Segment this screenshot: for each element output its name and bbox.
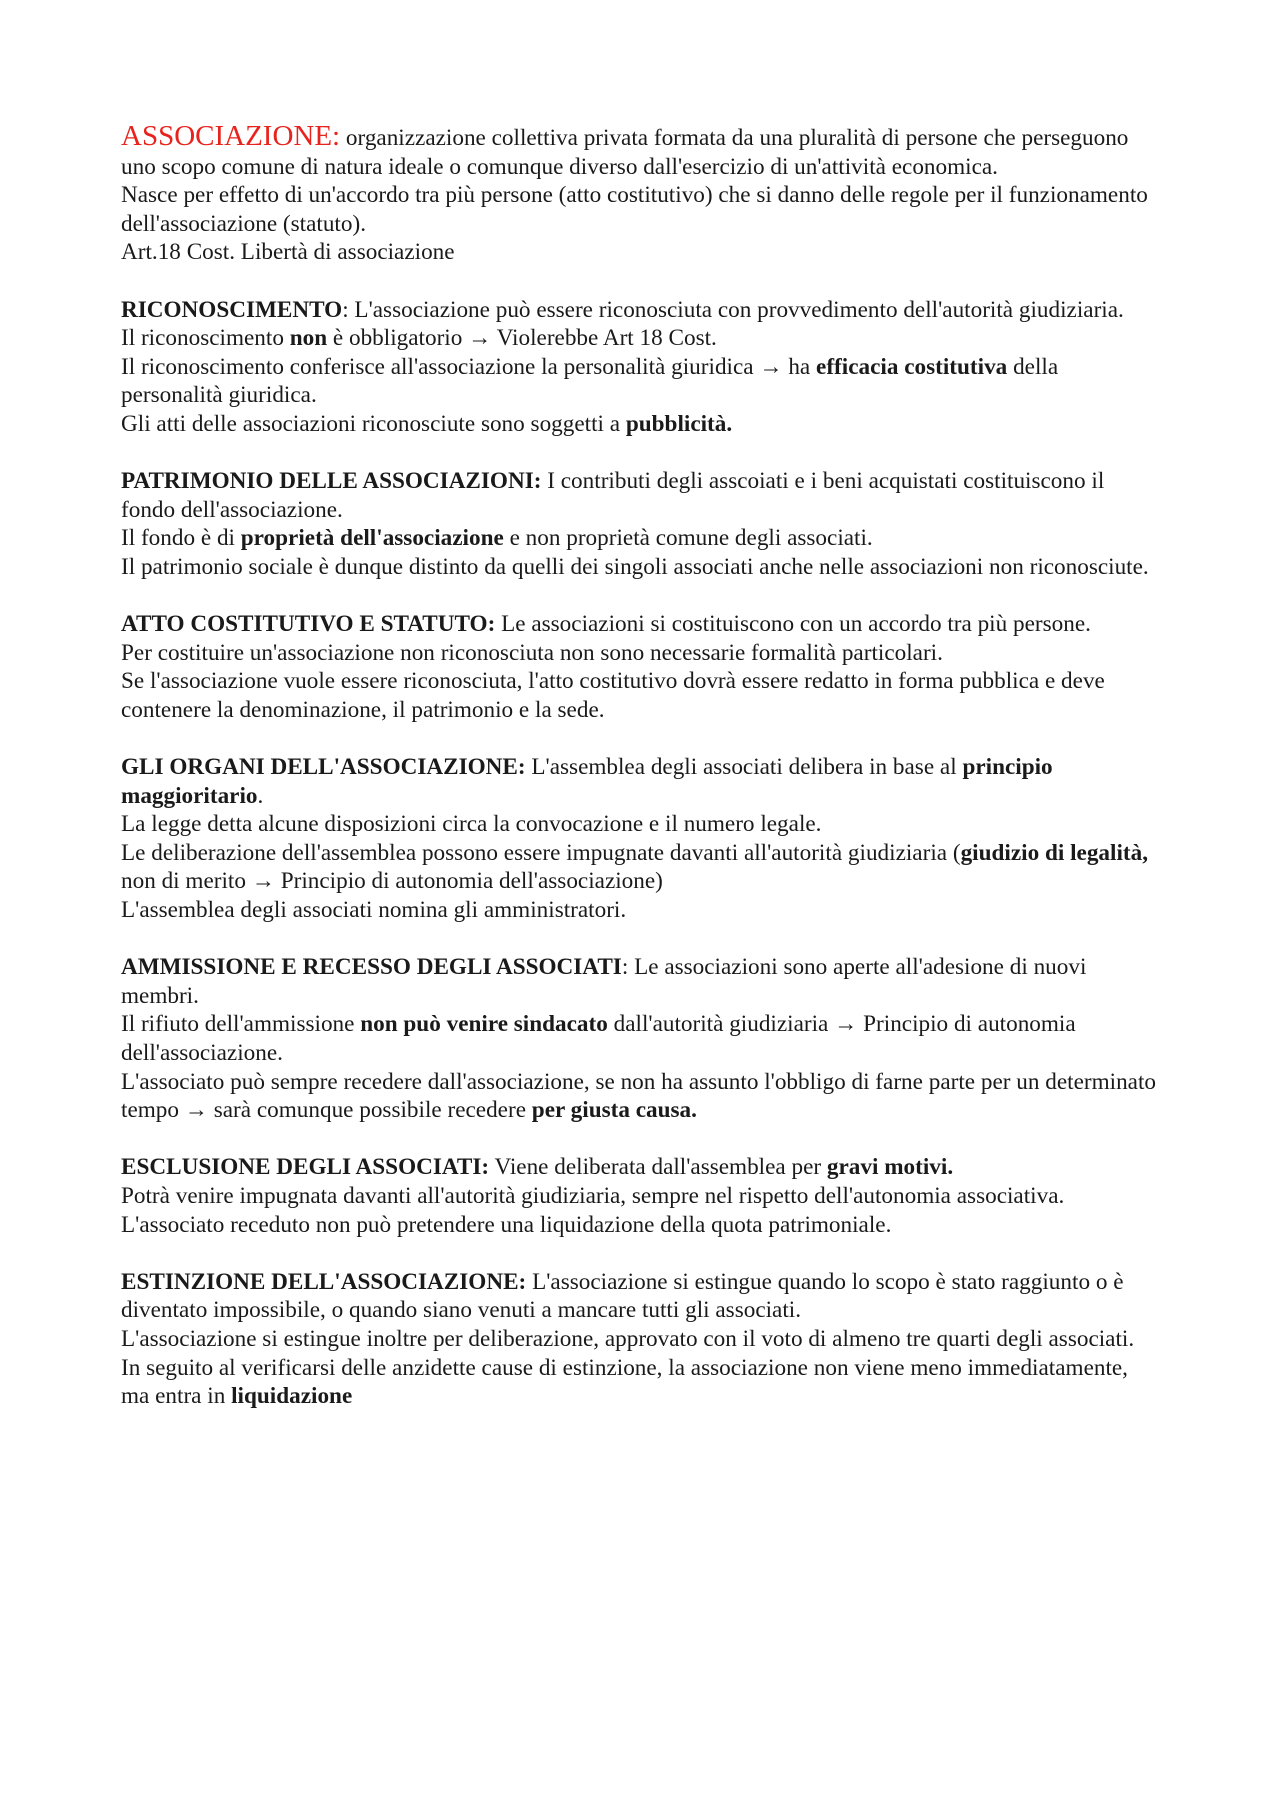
emphasis: liquidazione: [231, 1383, 353, 1410]
section-heading: PATRIMONIO DELLE ASSOCIAZIONI:: [121, 468, 542, 495]
paragraph: [121, 410, 1161, 439]
emphasis: pubblicità.: [625, 410, 733, 437]
section-ammissione-recesso: [121, 953, 1161, 1125]
section-associazione: [121, 122, 1161, 267]
paragraph: [121, 122, 1161, 181]
section-organi: [121, 753, 1161, 925]
paragraph: L'associazione si estingue inoltre per deliberazione, approvato con il voto di almeno tre quarti degli associati.: [121, 1325, 1135, 1352]
emphasis: gravi motivi.: [826, 1154, 954, 1181]
section-patrimonio: [121, 467, 1161, 581]
paragraph: L'associato receduto non può pretendere una liquidazione della quota patrimoniale.: [121, 1211, 892, 1238]
paragraph: La legge detta alcune disposizioni circa la convocazione e il numero legale.: [121, 811, 822, 838]
text: Il fondo è di: [121, 525, 241, 552]
paragraph: [121, 324, 1161, 353]
paragraph: [121, 953, 1161, 1010]
text: organizzazione collettiva privata formata da una pluralità di persone che perseguono uno scopo comune di natura ideale o comunque diverso dall'esercizio di un'attività economica.: [121, 125, 1129, 180]
paragraph: [121, 1153, 1161, 1182]
paragraph: Nasce per effetto di un'accordo tra più persone (atto costitutivo) che si danno delle regole per il funzionamento dell'associazione (statuto).: [121, 182, 1148, 237]
text: Il riconoscimento conferisce all'associazione la personalità giuridica → ha: [121, 353, 817, 380]
paragraph: [121, 524, 1161, 553]
text: non di merito → Principio di autonomia dell'associazione): [121, 868, 663, 895]
paragraph: [121, 1010, 1161, 1067]
section-heading: ESTINZIONE DELL'ASSOCIAZIONE:: [121, 1268, 527, 1295]
section-atto-costitutivo: [121, 610, 1161, 724]
section-heading: AMMISSIONE E RECESSO DEGLI ASSOCIATI: [121, 954, 622, 981]
paragraph: [121, 839, 1161, 896]
text: In seguito al verificarsi delle anzidette cause di estinzione, la associazione non viene meno immediatamente, ma entra in: [121, 1354, 1128, 1410]
paragraph: Il patrimonio sociale è dunque distinto da quelli dei singoli associati anche nelle associazioni non riconosciute.: [121, 553, 1149, 580]
paragraph: Se l'associazione vuole essere riconosciuta, l'atto costitutivo dovrà essere redatto in forma pubblica e deve contenere la denominazione, il patrimonio e la sede.: [121, 668, 1105, 723]
text: Viene deliberata dall'assemblea per: [489, 1154, 827, 1181]
text: dall'autorità giudiziaria → Principio di autonomia dell'associazione.: [121, 1011, 1076, 1066]
text: I contributi degli asscoiati e i beni acquistati costituiscono il fondo dell'associazione.: [121, 468, 1105, 523]
paragraph: Art.18 Cost. Libertà di associazione: [121, 239, 455, 266]
emphasis: giudizio di legalità,: [960, 839, 1149, 866]
text: è obbligatorio → Violerebbe Art 18 Cost.: [327, 325, 717, 352]
emphasis: efficacia costitutiva: [816, 353, 1008, 380]
emphasis: non: [289, 325, 328, 352]
text: Il rifiuto dell'ammissione: [121, 1011, 361, 1038]
paragraph: [121, 296, 1161, 325]
section-riconoscimento: [121, 296, 1161, 439]
section-estinzione: [121, 1268, 1161, 1411]
paragraph: [121, 1068, 1161, 1125]
text: e non proprietà comune degli associati.: [503, 525, 873, 552]
paragraph: Per costituire un'associazione non riconosciuta non sono necessarie formalità particolari.: [121, 639, 943, 666]
emphasis: per giusta causa.: [531, 1097, 697, 1124]
paragraph: [121, 467, 1161, 524]
document-page: [121, 122, 1161, 1439]
section-heading: RICONOSCIMENTO: [121, 296, 343, 323]
text: .: [257, 782, 264, 809]
section-heading: ATTO COSTITUTIVO E STATUTO:: [121, 611, 496, 638]
section-title: ASSOCIAZIONE:: [121, 120, 341, 152]
text: : L'associazione può essere riconosciuta con provvedimento dell'autorità giudiziaria.: [342, 296, 1124, 323]
emphasis: non può venire sindacato: [360, 1011, 608, 1038]
section-heading: ESCLUSIONE DEGLI ASSOCIATI:: [121, 1154, 490, 1181]
text: Le deliberazione dell'assemblea possono essere impugnate davanti all'autorità giudiziaria (: [121, 839, 961, 866]
emphasis: proprietà dell'associazione: [240, 525, 504, 552]
section-esclusione: [121, 1153, 1161, 1239]
paragraph: L'assemblea degli associati nomina gli amministratori.: [121, 897, 627, 924]
section-heading: GLI ORGANI DELL'ASSOCIAZIONE:: [121, 754, 526, 781]
text: L'assemblea degli associati delibera in base al: [525, 754, 963, 781]
text: Le associazioni si costituiscono con un accordo tra più persone.: [495, 611, 1091, 638]
text: della personalità giuridica.: [121, 353, 1059, 409]
paragraph: [121, 610, 1161, 639]
text: Gli atti delle associazioni riconosciute sono soggetti a: [121, 410, 626, 437]
paragraph: [121, 1268, 1161, 1325]
text: L'associato può sempre recedere dall'associazione, se non ha assunto l'obbligo di farne parte per un determinato tempo → sarà comunque possibile recedere: [121, 1068, 1156, 1124]
text: L'associazione si estingue quando lo scopo è stato raggiunto o è diventato impossibile, o quando siano venuti a mancare tutti gli associati.: [121, 1268, 1124, 1324]
text: : Le associazioni sono aperte all'adesione di nuovi membri.: [121, 954, 1087, 1009]
paragraph: Potrà venire impugnata davanti all'autorità giudiziaria, sempre nel rispetto dell'autonomia associativa.: [121, 1182, 1065, 1209]
emphasis: principio maggioritario: [121, 754, 1053, 809]
paragraph: [121, 753, 1161, 810]
paragraph: [121, 1354, 1161, 1411]
text: Il riconoscimento: [121, 325, 290, 352]
paragraph: [121, 353, 1161, 410]
